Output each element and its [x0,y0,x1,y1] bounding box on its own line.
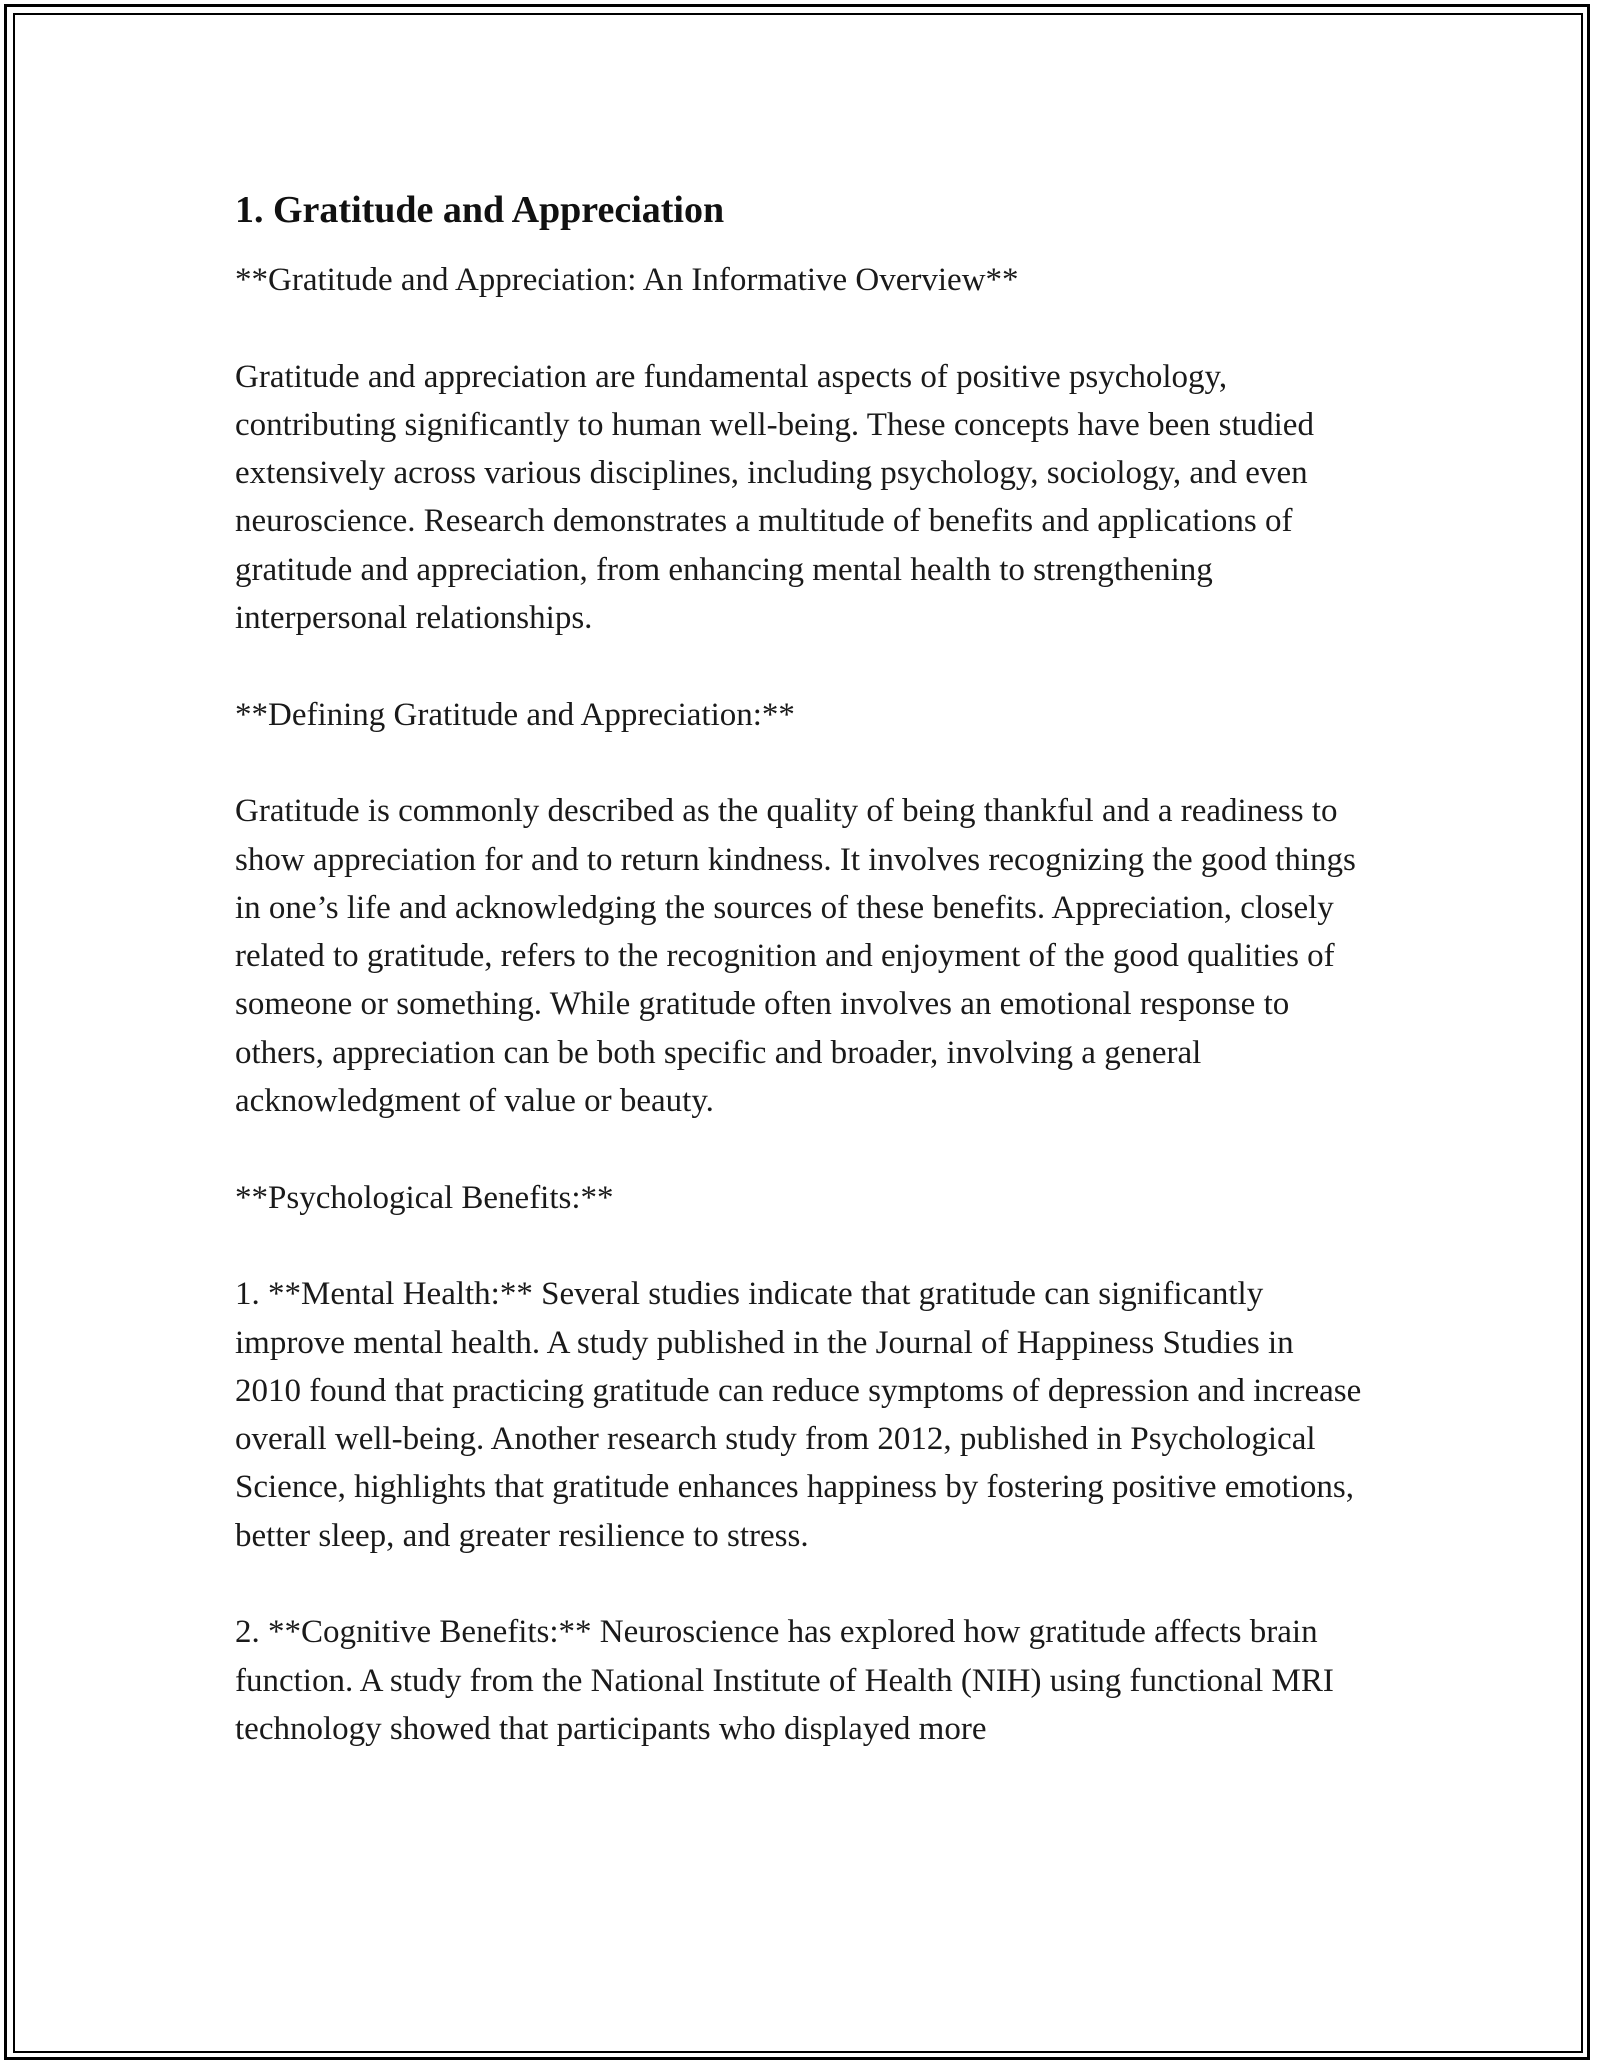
document-body [235,186,1365,1802]
cognitive-benefits-paragraph: 2. **Cognitive Benefits:** Neuroscience has explored how gratitude affects brain function. A study from the National Institute of Health (NIH) using functional MRI technology showed that participants who displayed more [235,1614,1334,1747]
intro-paragraph: Gratitude and appreciation are fundamental aspects of positive psychology, contributing significantly to human well-being. These concepts have been studied extensively across various disciplines, including psychology, sociology, and even neuroscience. Research demonstrates a multitude of benefits and applications of gratitude and appreciation, from enhancing mental health to strengthening interpersonal relationships. [235,358,1314,637]
benefits-subheading: **Psychological Benefits:** [235,1179,614,1216]
mental-health-paragraph: 1. **Mental Health:** Several studies indicate that gratitude can significantly improve mental health. A study published in the Journal of Happiness Studies in 2010 found that practicing gratitude can reduce symptoms of depression and increase overall well-being. Another research study from 2012, published in Psychological Science, highlights that gratitude enhances happiness by fostering positive emotions, better sleep, and greater resilience to stress. [235,1276,1362,1554]
section-heading: 1. Gratitude and Appreciation [235,189,725,231]
overview-title: **Gratitude and Appreciation: An Informative Overview** [235,262,1019,298]
definition-subheading: **Defining Gratitude and Appreciation:** [235,696,795,733]
definition-paragraph: Gratitude is commonly described as the quality of being thankful and a readiness to show appreciation for and to return kindness. It involves recognizing the good things in one’s life and acknowledging the sources of these benefits. Appreciation, closely related to gratitude, refers to the recognition and enjoyment of the good qualities of someone or something. While gratitude often involves an emotional response to others, appreciation can be both specific and broader, involving a general acknowledgment of value or beauty. [235,793,1356,1120]
